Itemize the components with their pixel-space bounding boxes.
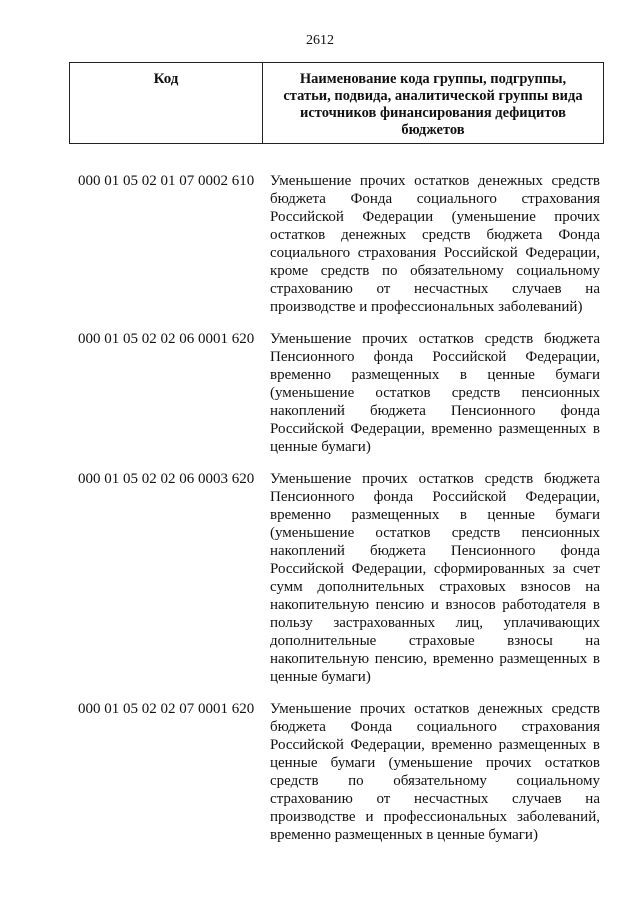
row-code: 000 01 05 02 02 06 0003 620	[78, 471, 255, 487]
row-description: Уменьшение прочих остатков денежных средств бюджета Фонда социального страхования Российской Федерации, временно размещенных в ценные бумаги (уменьшение прочих остатков средств по обязательному социальному страхованию от несчастных случаев на производстве и профессиональных заболеваний, временно размещенных в ценные бумаги)	[270, 701, 600, 843]
row-code: 000 01 05 02 01 07 0002 610	[78, 173, 255, 189]
table-row	[78, 172, 600, 316]
table-row	[78, 700, 600, 844]
classification-list	[78, 172, 600, 858]
table-row	[78, 470, 600, 686]
row-code: 000 01 05 02 02 06 0001 620	[78, 331, 255, 347]
header-name-label: Наименование кода группы, подгруппы, статьи, подвида, аналитической группы вида источников финансирования дефицитов бюджетов	[283, 71, 583, 138]
page-number: 2612	[306, 33, 334, 48]
row-description: Уменьшение прочих остатков денежных средств бюджета Фонда социального страхования Российской Федерации (уменьшение прочих остатков денежных средств бюджета Фонда социального страхования Российской Федерации, кроме средств по обязательному социальному страхованию от несчастных случаев на производстве и профессиональных заболеваний)	[270, 173, 600, 315]
table-header	[69, 62, 604, 144]
row-code: 000 01 05 02 02 07 0001 620	[78, 701, 255, 717]
table-row	[78, 330, 600, 456]
header-code-label: Код	[70, 63, 263, 143]
row-description: Уменьшение прочих остатков средств бюджета Пенсионного фонда Российской Федерации, временно размещенных в ценные бумаги (уменьшение остатков средств пенсионных накоплений бюджета Пенсионного фонда Российской Федерации, сформированных за счет сумм дополнительных страховых взносов на накопительную пенсию и взносов работодателя в пользу застрахованных лиц, уплачивающих дополнительные страховые взносы на накопительную пенсию, временно размещенных в ценные бумаги)	[270, 471, 600, 685]
row-description: Уменьшение прочих остатков средств бюджета Пенсионного фонда Российской Федерации, временно размещенных в ценные бумаги (уменьшение остатков средств пенсионных накоплений бюджета Пенсионного фонда Российской Федерации, временно размещенных в ценные бумаги)	[270, 331, 600, 455]
